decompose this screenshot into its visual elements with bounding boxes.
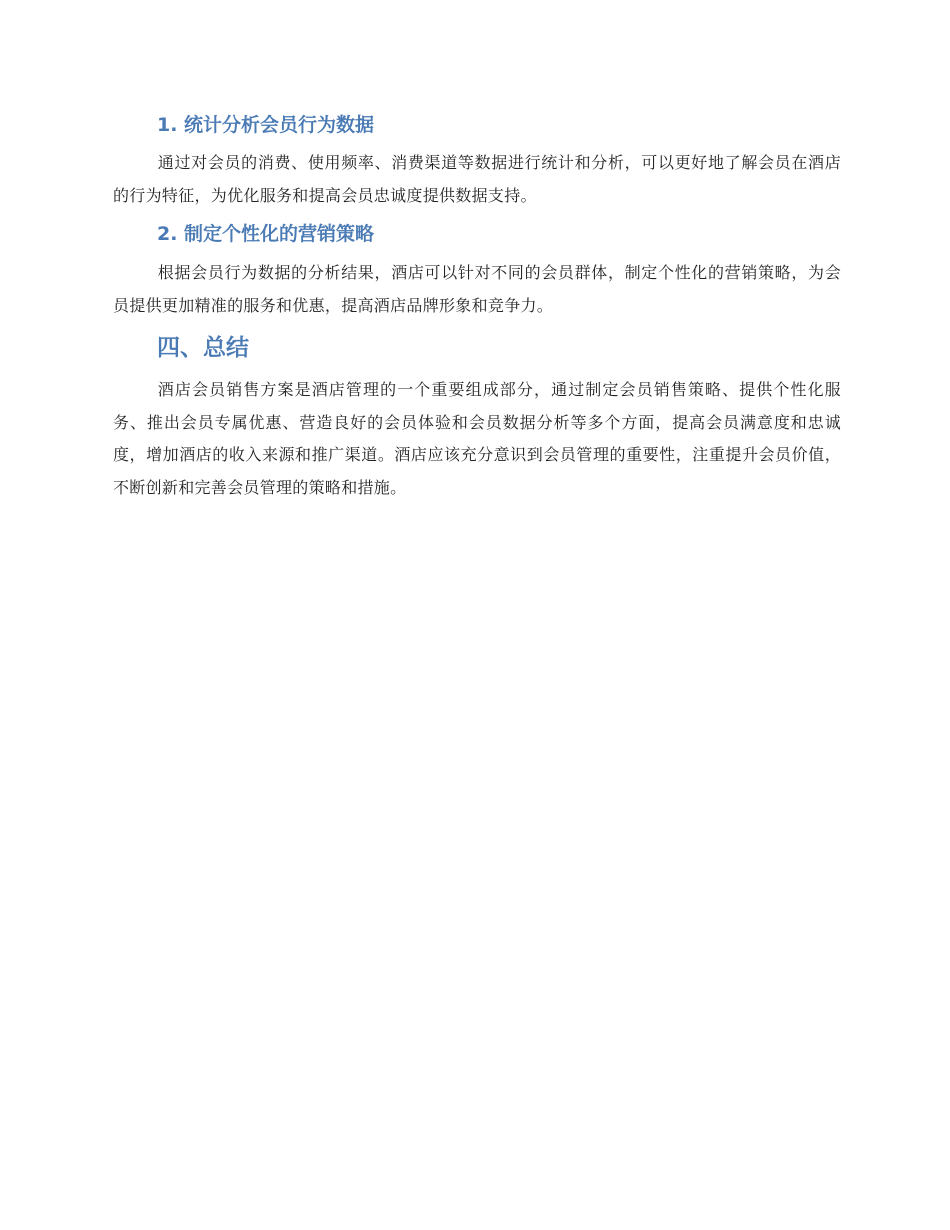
- section-heading-summary: 四、总结: [157, 335, 249, 361]
- document-page: [113, 108, 841, 504]
- section-heading-behavior-analysis: 1. 统计分析会员行为数据: [157, 114, 375, 136]
- section-heading-personalized-marketing: 2. 制定个性化的营销策略: [157, 223, 375, 245]
- section-paragraph-summary: 酒店会员销售方案是酒店管理的一个重要组成部分，通过制定会员销售策略、提供个性化服务、推出会员专属优惠、营造良好的会员体验和会员数据分析等多个方面，提高会员满意度和忠诚度，增加酒店的收入来源和推广渠道。酒店应该充分意识到会员管理的重要性，注重提升会员价值，不断创新和完善会员管理的策略和措施。: [113, 380, 841, 497]
- section-paragraph-behavior-analysis: 通过对会员的消费、使用频率、消费渠道等数据进行统计和分析，可以更好地了解会员在酒店的行为特征，为优化服务和提高会员忠诚度提供数据支持。: [113, 153, 841, 205]
- section-paragraph-personalized-marketing: 根据会员行为数据的分析结果，酒店可以针对不同的会员群体，制定个性化的营销策略，为会员提供更加精准的服务和优惠，提高酒店品牌形象和竞争力。: [113, 263, 841, 315]
